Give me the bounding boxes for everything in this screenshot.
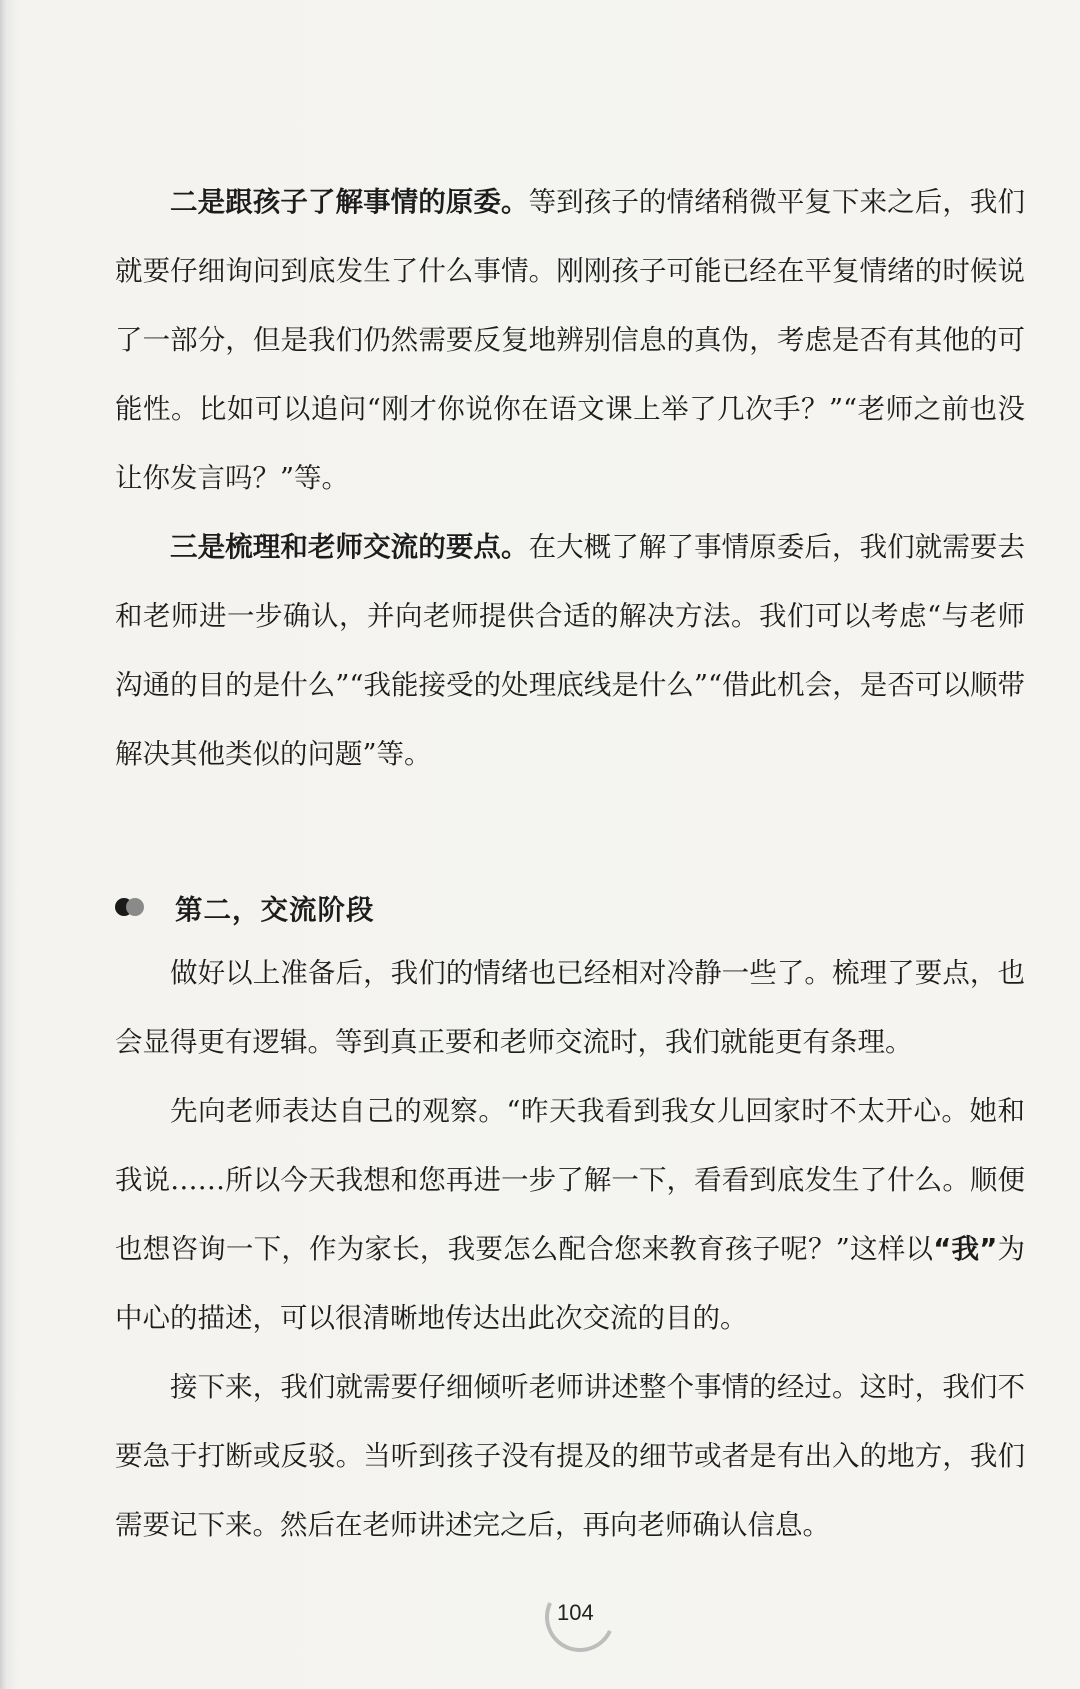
paragraph-express-observation	[115, 1077, 1025, 1353]
paragraph-body: 先向老师表达自己的观察。“昨天我看到我女儿回家时不太开心。她和我说……所以今天我想和您再进一步了解一下，看看到底发生了什么。顺便也想咨询一下，作为家长，我要怎么配合您来教育孩子呢？”这样以	[115, 1095, 1025, 1265]
paragraph-sort-key-points	[115, 513, 1025, 789]
paragraph-lead: 三是梳理和老师交流的要点。	[170, 531, 529, 563]
paragraph-body: 等到孩子的情绪稍微平复下来之后，我们就要仔细询问到底发生了什么事情。刚刚孩子可能已经在平复情绪的时候说了一部分，但是我们仍然需要反复地辨别信息的真伪，考虑是否有其他的可能性。比如可以追问“刚才你说你在语文课上举了几次手？”“老师之前也没让你发言吗？”等。	[115, 186, 1026, 494]
bullet-dots-icon	[115, 896, 151, 918]
paragraph-body: 在大概了解了事情原委后，我们就需要去和老师进一步确认，并向老师提供合适的解决方法。我们可以考虑“与老师沟通的目的是什么”“我能接受的处理底线是什么”“借此机会，是否可以顺带解决其他类似的问题”等。	[115, 531, 1026, 770]
page-content	[115, 168, 1025, 1560]
paragraph-prepared: 做好以上准备后，我们的情绪也已经相对冷静一些了。梳理了要点，也会显得更有逻辑。等到真正要和老师交流时，我们就能更有条理。	[115, 957, 1025, 1058]
emphasis-me: “我”	[933, 1233, 998, 1265]
paragraph-understand-cause	[115, 168, 1025, 513]
section-title: 第二，交流阶段	[175, 894, 375, 926]
page-number: 104	[557, 1600, 594, 1625]
paragraph-listen-carefully: 接下来，我们就需要仔细倾听老师讲述整个事情的经过。这时，我们不要急于打断或反驳。当听到孩子没有提及的细节或者是有出入的地方，我们需要记下来。然后在老师讲述完之后，再向老师确认信息。	[115, 1371, 1025, 1541]
paragraph-lead: 二是跟孩子了解事情的原委。	[170, 186, 529, 218]
paragraph-body: 为中心的描述，可以很清晰地传达出此次交流的目的。	[115, 1233, 1026, 1334]
section-heading	[115, 877, 1025, 937]
